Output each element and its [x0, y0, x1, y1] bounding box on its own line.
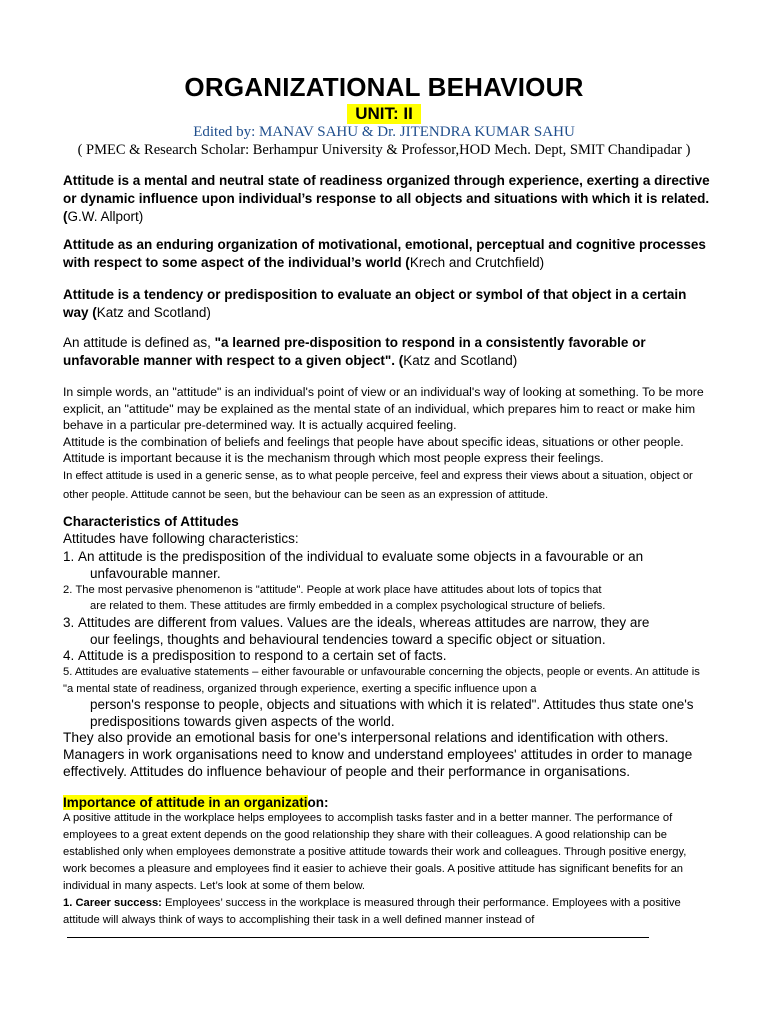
importance-body	[63, 810, 713, 929]
definition-learned	[63, 334, 713, 370]
list-text: Attitude is a predisposition to respond to a certain set of facts.	[78, 648, 447, 663]
unit-label-wrap	[0, 104, 768, 124]
list-item	[63, 664, 713, 698]
definition-allport	[63, 172, 713, 226]
definition-text: Attitude is a mental and neutral state of readiness organized through experience, exerting a directive or dynamic influence upon individual’s response to all objects and situations with which it is related. (	[63, 173, 710, 224]
list-number: 1.	[63, 549, 75, 564]
edited-by-line: Edited by: MANAV SAHU & Dr. JITENDRA KUMAR SAHU	[193, 124, 575, 140]
list-text: Attitudes are evaluative statements – either favourable or unfavourable concerning the objects, people or events. An attitude is "a mental state of readiness, organized through experience, exerting a specific influence upon a	[63, 666, 700, 695]
importance-heading-tail: on:	[307, 795, 329, 810]
definition-text: Attitude is a tendency or predisposition to evaluate an object or symbol of that object in a certain way (	[63, 287, 687, 320]
simple-words-paragraph: Attitude is the combination of beliefs and feelings that people have about specific ideas, situations or other people. Attitude is important because it is the mechanism through which most people express their feelings.	[63, 434, 684, 465]
list-text: An attitude is the predisposition of the individual to evaluate some objects in a favourable or an	[78, 549, 644, 564]
list-text-continued: person's response to people, objects and situations with which it is related". Attitudes thus state one's predispositions towards given aspects of the world.	[90, 697, 694, 729]
list-text-continued: are related to them. These attitudes are firmly embedded in a complex psychological structure of beliefs.	[90, 600, 606, 612]
list-number: 4.	[63, 648, 75, 663]
definition-source: G.W. Allport)	[67, 209, 144, 224]
unit-label: UNIT: II	[347, 104, 421, 124]
list-item	[63, 582, 703, 614]
list-number: 3.	[63, 615, 75, 630]
list-text: Attitudes are different from values. Values are the ideals, whereas attitudes are narrow, they are	[78, 615, 650, 630]
list-item	[63, 548, 703, 582]
career-success-label: 1. Career success:	[63, 897, 162, 909]
definition-text: Attitude as an enduring organization of motivational, emotional, perceptual and cognitive processes with respect to some aspect of the individual’s world (	[63, 237, 706, 270]
importance-heading	[63, 795, 329, 810]
career-success-paragraph	[63, 895, 713, 929]
list-text-continued: our feelings, thoughts and behavioural tendencies toward a specific object or situation.	[90, 632, 606, 647]
list-item	[63, 614, 703, 648]
simple-words-section	[63, 384, 705, 505]
characteristics-intro: Attitudes have following characteristics:	[63, 531, 299, 546]
definition-source: Krech and Crutchfield)	[409, 255, 545, 270]
simple-words-paragraph: In simple words, an "attitude" is an individual's point of view or an individual's way of looking at something. To be more explicit, an "attitude" may be explained as the mental state of an individual, which prepares him to react or make him behave in a particular pre-determined way. It is actually acquired feeling.	[63, 385, 704, 432]
simple-words-paragraph: In effect attitude is used in a generic sense, as to what people perceive, feel and express their views about a situation, object or other people. Attitude cannot be seen, but the behaviour can be seen as an expression of attitude.	[63, 469, 693, 501]
footer-divider	[67, 937, 649, 938]
definition-katz	[63, 286, 713, 322]
characteristics-closing: They also provide an emotional basis for one's interpersonal relations and identification with others. Managers in work organisations need to know and understand employees' attitudes in order to manage effectively. Attitudes do influence behaviour of people and their performance in organisations.	[63, 730, 693, 779]
definition-prefix: An attitude is defined as,	[63, 335, 215, 350]
importance-heading-highlight: Importance of attitude in an organizati	[63, 795, 308, 810]
importance-paragraph: A positive attitude in the workplace helps employees to accomplish tasks faster and in a better manner. The performance of employees to a great extent depends on the good relationship they share with their colleagues. A good relationship can be established only when employees demonstrate a positive attitude towards their work and colleagues. Through positive energy, work becomes a pleasure and employees find it easier to achieve their goals. A positive attitude has significant benefits for an individual in many aspects. Let’s look at some of them below.	[63, 812, 687, 892]
characteristics-heading: Characteristics of Attitudes	[63, 514, 239, 529]
list-text: The most pervasive phenomenon is "attitude". People at work place have attitudes about lots of topics that	[75, 584, 602, 596]
list-item	[63, 647, 703, 664]
affiliation-line: ( PMEC & Research Scholar: Berhampur University & Professor,HOD Mech. Dept, SMIT Chandipadar )	[77, 142, 691, 158]
list-text-continued: unfavourable manner.	[90, 566, 221, 581]
list-number: 5.	[63, 666, 73, 678]
career-success-text: Employees’ success in the workplace is measured through their performance. Employees with a positive attitude will always think of ways to accomplishing their task in a well defined manner instead of	[63, 897, 681, 926]
definition-krech	[63, 236, 713, 272]
list-number: 2.	[63, 584, 73, 596]
definition-source: Katz and Scotland)	[96, 305, 211, 320]
definition-source: Katz and Scotland)	[403, 353, 518, 368]
document-title: ORGANIZATIONAL BEHAVIOUR	[184, 72, 584, 102]
definition-text: "a learned pre-disposition to respond in a consistently favorable or unfavorable manner with respect to a given object". (	[63, 335, 646, 368]
